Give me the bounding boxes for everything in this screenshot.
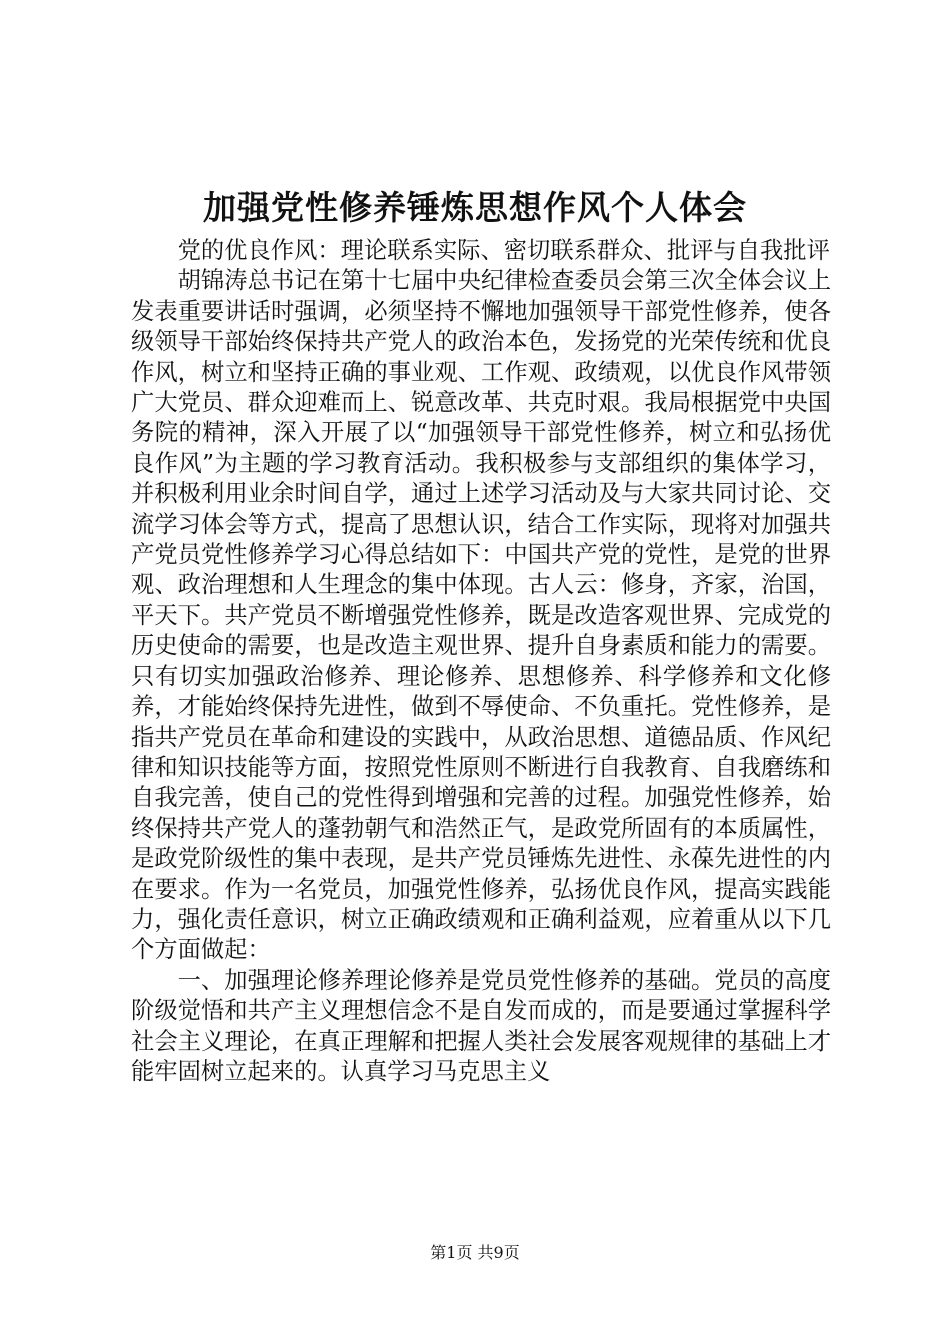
document-body bbox=[131, 236, 831, 1087]
document-title: 加强党性修养锤炼思想作风个人体会 bbox=[203, 188, 747, 227]
paragraph-main-content: 胡锦涛总书记在第十七届中央纪律检查委员会第三次全体会议上发表重要讲话时强调，必须坚持不懈地加强领导干部党性修养，使各级领导干部始终保持共产党人的政治本色，发扬党的光荣传统和优良作风，树立和坚持正确的事业观、工作观、政绩观，以优良作风带领广大党员、群众迎难而上、锐意改革、共克时艰。我局根据党中央国务院的精神，深入开展了以“加强领导干部党性修养，树立和弘扬优良作风”为主题的学习教育活动。我积极参与支部组织的集体学习，并积极利用业余时间自学，通过上述学习活动及与大家共同讨论、交流学习体会等方式，提高了思想认识，结合工作实际，现将对加强共产党员党性修养学习心得总结如下：中国共产党的党性，是党的世界观、政治理想和人生理念的集中体现。古人云：修身，齐家，治国，平天下。共产党员不断增强党性修养，既是改造客观世界、完成党的历史使命的需要，也是改造主观世界、提升自身素质和能力的需要。只有切实加强政治修养、理论修养、思想修养、科学修养和文化修养，才能始终保持先进性，做到不辱使命、不负重托。党性修养，是指共产党员在革命和建设的实践中，从政治思想、道德品质、作风纪律和知识技能等方面，按照党性原则不断进行自我教育、自我磨练和自我完善，使自己的党性得到增强和完善的过程。加强党性修养，始终保持共产党人的蓬勃朝气和浩然正气，是政党所固有的本质属性，是政党阶级性的集中表现，是共产党员锤炼先进性、永葆先进性的内在要求。作为一名党员，加强党性修养，弘扬优良作风，提高实践能力，强化责任意识，树立正确政绩观和正确利益观，应着重从以下几个方面做起： bbox=[131, 267, 831, 964]
paragraph-party-style: 党的优良作风：理论联系实际、密切联系群众、批评与自我批评 bbox=[177, 237, 830, 264]
page-footer: 第1页 共9页 bbox=[430, 1243, 520, 1262]
paragraph-theory-cultivation: 一、加强理论修养理论修养是党员党性修养的基础。党员的高度阶级觉悟和共产主义理想信念不是自发而成的，而是要通过掌握科学社会主义理论，在真正理解和把握人类社会发展客观规律的基础上才能牢固树立起来的。认真学习马克思主义 bbox=[131, 966, 831, 1085]
